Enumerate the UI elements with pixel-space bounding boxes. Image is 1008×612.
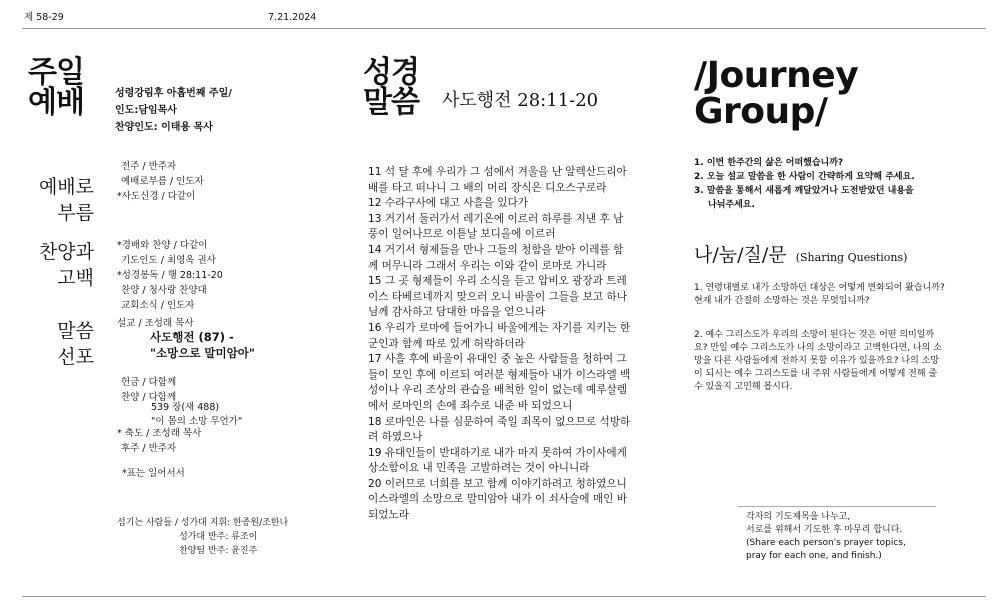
- service-leader: 인도:담임목사: [115, 105, 177, 116]
- sharing-title: 나/눔/질/문: [694, 244, 787, 266]
- sharing-q2-line: 망을 다른 사람들에게 전하지 못할 이유가 있을까요? 나의 소망: [694, 356, 940, 366]
- order-item: 헌금 / 다함께: [121, 377, 177, 388]
- scripture-line: 들이 모인 후에 이르되 여러분 형제들아 내가 이스라엘 백: [368, 368, 631, 381]
- section-label-line: 찬양과: [38, 241, 94, 263]
- servers-credits: [117, 516, 288, 558]
- order-item: *성경봉독 / 행 28:11-20: [117, 270, 223, 281]
- order-item: 기도인도 / 최영옥 권사: [121, 255, 216, 266]
- sermon-title-line: 사도행전 (87) -: [150, 330, 234, 344]
- scripture-line: 상소함이요 내 민족을 고발하려는 것이 아니니라: [368, 462, 590, 475]
- section-label-praise: [20, 239, 94, 291]
- scripture-line: 17 사흘 후에 바울이 유대인 중 높은 사람들을 청하여 그: [368, 353, 627, 366]
- scripture-line: 에서 로마인의 손에 죄수로 내준 바 되었으니: [368, 399, 573, 412]
- scripture-title-line1: 성경: [363, 55, 419, 90]
- worship-title: [28, 55, 84, 120]
- scripture-line: 풍이 일어나므로 이튿날 보디올에 이르러: [368, 228, 556, 241]
- order-item: 후주 / 반주자: [121, 443, 177, 454]
- sharing-heading: [694, 240, 907, 267]
- scripture-title: [363, 55, 419, 120]
- scripture-line: 군인과 함께 따로 있게 허락하더라: [368, 337, 525, 350]
- scripture-line: 이스 타베르네까지 맞으러 오니 바울이 그들을 보고 하나: [368, 290, 627, 303]
- section-label-line: 말씀: [57, 320, 94, 342]
- order-item: 찬양 / 청사랑 찬양대: [121, 285, 207, 296]
- prayer-line: pray for each one, and finish.): [746, 551, 882, 561]
- scripture-line: 11 석 달 후에 우리가 그 섬에서 겨울을 난 알렉산드리아: [368, 166, 627, 178]
- prayer-line: 서로를 위해서 기도한 후 마무리 합니다.: [746, 525, 903, 535]
- scripture-line: 14 거기서 형제들을 만나 그들의 청함을 받아 이레를 함: [368, 243, 624, 256]
- section-label-line: 부름: [57, 202, 94, 224]
- bulletin-date: 7.21.2024: [268, 12, 317, 23]
- scripture-line: 께 머무니라 그래서 우리는 이와 같이 로마로 가니라: [368, 259, 607, 272]
- journey-title-line1: /Journey: [694, 55, 859, 96]
- servers-line: 섬기는 사람들 / 성가대 지휘: 한종원/조한나: [117, 518, 289, 528]
- service-name: 성령강림후 아홉번째 주일/: [115, 88, 232, 99]
- sharing-q2-line: 이 되시는 예수 그리스도를 내 주위 사람들에게 어떻게 전해 줄: [694, 369, 938, 379]
- section-label-line: 고백: [57, 267, 94, 289]
- journey-title: [694, 55, 859, 132]
- sharing-q1-line: 현재 내가 간절히 소망하는 것은 무엇입니까?: [694, 296, 870, 306]
- section-label-sermon: [20, 318, 94, 370]
- sermon-intro: 설교 / 조성래 목사: [117, 318, 194, 329]
- sharing-q2-line: 수 있을지 고민해 봅시다.: [694, 382, 793, 392]
- journey-questions: [694, 156, 915, 212]
- scripture-reference: 사도행전 28:11-20: [442, 90, 599, 111]
- prayer-line: (Share each person's prayer topics,: [746, 538, 906, 548]
- hymn-title: "이 몸의 소망 무언가": [151, 415, 243, 427]
- section-label-line: 예배로: [38, 176, 94, 198]
- prayer-instructions: [746, 511, 906, 563]
- scripture-line: 20 이러므로 너희를 보고 함께 이야기하려고 청하였으니: [368, 477, 627, 490]
- section-label-line: 선포: [57, 346, 94, 368]
- sermon-title-line: "소망으로 말미암아": [150, 346, 255, 360]
- sharing-question-2: [694, 329, 942, 394]
- section-items-praise: [117, 238, 223, 313]
- journey-question: 1. 이번 한주간의 삶은 어떠했습니까?: [694, 158, 844, 168]
- servers-line: 찬양팀 반주: 윤진주: [179, 546, 258, 556]
- issue-number: 제 58-29: [24, 12, 64, 23]
- scripture-line: 려 하였으나: [368, 431, 423, 444]
- journey-question: 2. 오늘 설교 말씀을 한 사람이 간략하게 요약해 주세요.: [694, 172, 915, 182]
- order-item: *사도신경 / 다같이: [117, 191, 196, 202]
- order-item: *경배와 찬양 / 다같이: [117, 240, 208, 251]
- hymn-number: 539 장(새 488): [151, 402, 220, 413]
- sharing-question-1: [694, 282, 945, 308]
- journey-question: 나눠주세요.: [708, 200, 755, 210]
- sharing-subtitle: (Sharing Questions): [795, 251, 908, 264]
- sharing-q2-line: 요? 만일 예수 그리스도가 나의 소망이라고 고백한다면, 나의 소: [694, 343, 942, 353]
- worship-subtitle: [115, 85, 232, 136]
- worship-title-line1: 주일: [28, 55, 84, 90]
- section-items-closing: [117, 426, 201, 456]
- scripture-line: 19 유대인들이 반대하기로 내가 마지 못하여 가이사에게: [368, 446, 627, 459]
- bottom-divider: [22, 596, 986, 597]
- scripture-line: 16 우리가 로마에 들어가니 바울에게는 자기를 지키는 한: [368, 321, 631, 334]
- scripture-line: 되었노라: [368, 509, 409, 522]
- prayer-line: 각자의 기도제목을 나누고,: [746, 512, 851, 522]
- servers-line: 성가대 반주: 류조이: [179, 532, 258, 542]
- hymn-info: [151, 401, 242, 428]
- order-item: 예배로부름 / 인도자: [121, 176, 204, 187]
- scripture-title-line2: 말씀: [363, 85, 419, 120]
- order-item: 교회소식 / 인도자: [121, 300, 195, 311]
- prayer-divider: [738, 506, 936, 507]
- worship-title-line2: 예배: [28, 85, 84, 120]
- sharing-q1-line: 1. 연령대별로 내가 소망하던 대상은 어떻게 변화되어 왔습니까?: [694, 283, 945, 293]
- section-items-call: [117, 159, 204, 204]
- scripture-line: 배를 타고 떠나니 그 배의 머리 장식은 디오스구로라: [368, 181, 607, 194]
- scripture-line: 12 수라구사에 대고 사흘을 있다가: [368, 197, 528, 210]
- scripture-line: 13 거기서 둘러가서 레기온에 이르러 하루를 지낸 후 남: [368, 212, 624, 225]
- top-divider: [22, 28, 986, 29]
- journey-title-line2: Group/: [694, 91, 828, 132]
- standing-note: *표는 일어서서: [122, 468, 185, 479]
- scripture-line: 이스라엘의 소망으로 말미암아 내가 이 쇠사슬에 매인 바: [368, 493, 627, 506]
- scripture-line: 성이나 우리 조상의 관습을 배척한 일이 없는데 예루살렘: [368, 384, 627, 397]
- journey-question: 3. 말씀을 통해서 새롭게 깨달았거나 도전받았던 내용을: [694, 186, 914, 196]
- scripture-text: [368, 165, 643, 524]
- scripture-line: 님께 감사하고 담대한 마음을 얻으니라: [368, 306, 546, 319]
- scripture-line: 15 그 곳 형제들이 우리 소식을 듣고 압비오 광장과 트레: [368, 275, 627, 288]
- section-label-call: [20, 174, 94, 226]
- order-item: * 축도 / 조성래 목사: [117, 428, 202, 439]
- sharing-q2-line: 2. 예수 그리스도가 우리의 소망이 된다는 것은 어떤 의미일까: [694, 330, 935, 340]
- scripture-line: 18 로마인은 나를 심문하여 죽일 죄목이 없으므로 석방하: [368, 415, 631, 428]
- sermon-title: [150, 329, 255, 361]
- order-item: 찬양 / 다함께: [121, 392, 177, 403]
- order-item: 전주 / 반주자: [121, 161, 177, 172]
- praise-leader: 찬양인도: 이태용 목사: [115, 122, 213, 133]
